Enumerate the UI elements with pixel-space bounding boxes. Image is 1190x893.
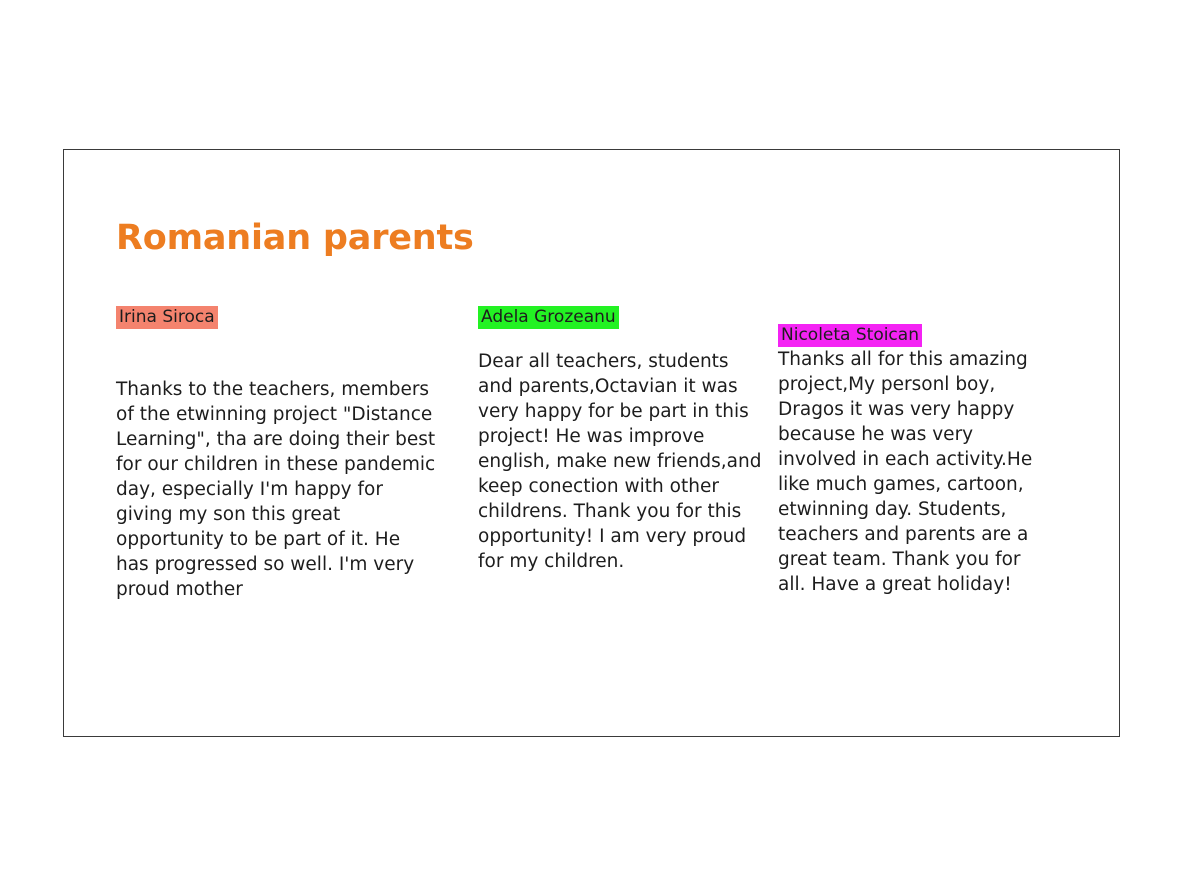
testimonial-text-3: Thanks all for this amazing project,My personl boy, Dragos it was very happy because he was very involved in each activity.He like much games, cartoon, etwinning day. Students, teachers and parents are a great team. Thank you for all. Have a great holiday! — [778, 349, 1039, 595]
testimonial-column-3 — [778, 323, 1053, 597]
testimonial-name-highlight: Nicoleta Stoican — [778, 324, 922, 347]
testimonial-column-1 — [116, 305, 442, 602]
slide-canvas — [63, 149, 1120, 737]
page-title: Romanian parents — [116, 218, 474, 258]
testimonial-text-1: Thanks to the teachers, members of the etwinning project "Distance Learning", tha are doing their best for our children in these pandemic day, especially I'm happy for giving my son this great opportunity to be part of it. He has progressed so well. I'm very proud mother — [116, 379, 442, 600]
testimonial-text-2: Dear all teachers, students and parents,Octavian it was very happy for be part in this project! He was improve english, make new friends,and keep conection with other childrens. Thank you for this opportunity! I am very proud for my children. — [478, 351, 768, 572]
testimonial-name-1 — [116, 305, 436, 329]
spacer — [478, 329, 768, 349]
testimonial-name-highlight: Adela Grozeanu — [478, 306, 619, 329]
testimonial-name-2 — [478, 305, 768, 329]
testimonial-name-3 — [778, 323, 1053, 347]
spacer — [116, 329, 436, 377]
testimonial-column-2 — [478, 305, 768, 574]
testimonial-name-highlight: Irina Siroca — [116, 306, 218, 329]
